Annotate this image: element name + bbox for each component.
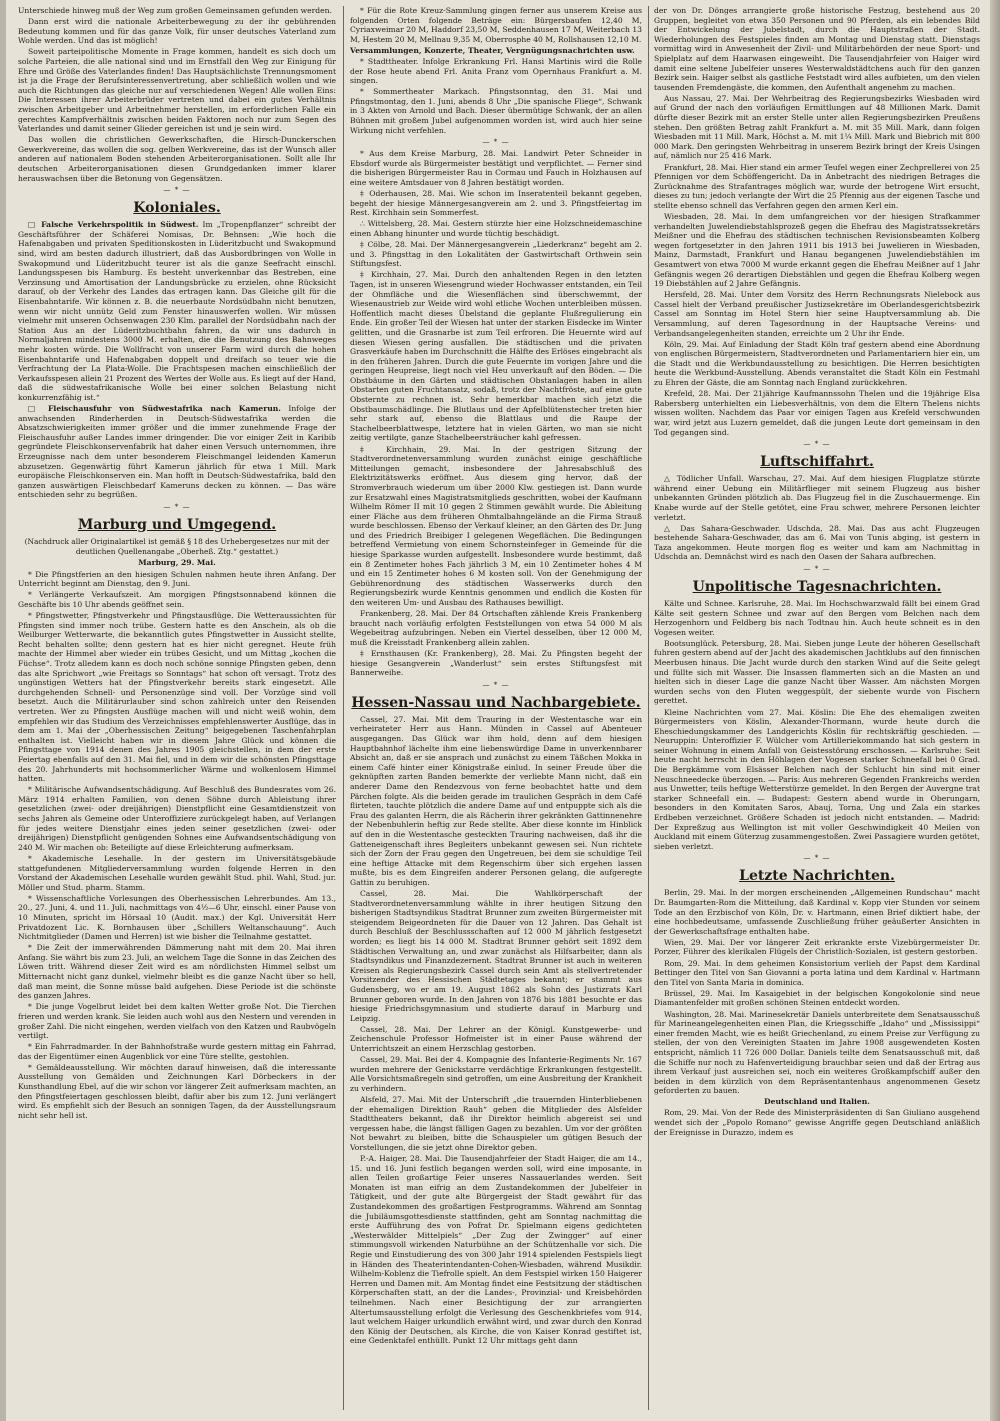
column-rule [343, 6, 344, 1410]
article-text: ‡ Oderhausen, 28. Mai. Wie schon im Inseratenteil bekannt gegeben, begeht der hiesige Männergesangverein am 2. und 3. Pfingstfeiertag im Rest. Kirchhain sein Sommerfest. [350, 189, 642, 218]
article-text: Infolge der anwachsenden Rinderherden in Deutsch-Südwestafrika werden die Absatzschwierigkeiten immer größer und die immer zunehmende Frage der Fleischausfuhr außer Landes immer dringender. Die vor einiger Zeit in Karibib gegründete Fleischkonservenfabrik hat daher einen Versuch unternommen, ihre Erzeugnisse nach dem unter besonderem Fleischmangel leidenden Kamerun abzusetzen. Gegenwärtig führt Kamerun jährlich für etwa 1 Mill. Mark europäische Fleischkonserven ein. Man hofft in Deutsch-Südwestafrika, bald den ganzen auswärtigen Fleischbedarf Kameruns decken zu können. — Das wäre entschieden sehr zu begrüßen. [18, 403, 336, 500]
article-text: ∴ Wittelsberg, 28. Mai. Gestern stürzte hier eine Holzschneidemaschine einen Abhang hinunter und wurde tüchtig beschädigt. [350, 219, 642, 238]
article-text: der von Dr. Dönges arrangierte große historische Festzug, bestehend aus 20 Gruppen, begleitet von etwa 350 Personen und 90 Pferden, als ein lebendes Bild der Entwickelung der Jubelstadt, durch die Hauptstraßen der Stadt. Wiederholungen des Festspieles finden am Montag und Dienstag statt. Dienstags vormittag wird in Anwesenheit der Zivil- und Militärbehörden der neue Sport- und Spielplatz auf dem Haarwasen eingeweiht. Die Tausendjahrfeier von Haiger wird damit eine seltene Jubelfeier unseres Westerwaldstädtchens auch für den ganzen Bezirk sein. Haiger selbst als gastliche Feststadt wird alles aufbieten, um den vielen tausenden Fremdengäste, die kommen, den Aufenthalt angenehm zu machen. [654, 6, 980, 92]
article-text: * Die Zeit der immerwährenden Dämmerung naht mit dem 20. Mai ihren Anfang. Sie währt bis zum 23. Juli, an welchem Tage die Sonne in das Zeichen des Löwen tritt. Während dieser Zeit wird es am nördlichsten Himmel selbst um Mitternacht nicht ganz dunkel, vielmehr bleibt es die ganze Nacht über so hell, daß man meint, die Sonne müsse bald aufgehen. Diese Periode ist die schönste des ganzen Jahres. [18, 943, 336, 1001]
article-text: ‡ Ernsthausen (Kr. Frankenberg), 28. Mai. Zu Pfingsten begeht der hiesige Gesangverein „Wanderlust“ sein erstes Stiftungsfest mit Bannerweihe. [350, 649, 642, 678]
column-rule [648, 6, 649, 1410]
separator: — * — [163, 186, 191, 195]
article-text: Berlin, 29. Mai. In der morgen erscheinenden „Allgemeinen Rundschau“ macht Dr. Baumgarten-Rom die Mitteilung, daß Kardinal v. Kopp vier Stunden vor seinem Tode an den Erzbischof von Köln, Dr. v. Hartmann, einen Brief diktiert habe, der eine hochbedeutsame, umfassende Zuschließung früher geäußerter Ansichten in der Gewerkschaftsfrage enthalten habe. [654, 888, 980, 936]
article-text: P.-A. Haiger, 28. Mai. Die Tausendjahrfeier der Stadt Haiger, die am 14., 15. und 16. Juni festlich begangen werden soll, wird eine imposante, in allen Teilen großartige Feier unseres Nassauerlandes werden. Seit Monaten ist man eifrig an dem Zustandekommen der Jubelfeier in Tätigkeit, und der gute alte Bürgergeist der Stadt gewährt für das Zustandekommen des großartigen Festprogramms. Während am Sonntag die Jubiläumsgottesdienste stattfinden, geht am Sonntag nachmittag die erste Aufführung des von Pofrat Dr. Spielmann eigens gedichteten „Westerwälder Mittelpiels“ „Der Zug der Zwingger“ auf einer stimmungsvoll wirkenden Naturbühne an der Schützenhalle vor sich. Die Regie und Einstudierung des von 300 Jahr 1914 spielenden Festspiels liegt in Händen des Theaterintendanten-Cohen-Wiesbaden, während Musikdir. Wilhelm-Koblenz die Tiefrolle spielt. An dem Festspiel wirken 150 Haigerer Herren und Damen mit. Am Montag findet eine Festsitzung der städtischen Körperschaften statt, an der die Landes-, Provinzial- und Kreisbehörden teilnehmen. Nach einer Besichtigung der zur arrangierten Altertumsausstellung erfolgt die Verlesung des Geschenkbriefes vom 914, laut welchem Haiger urkundlich erwähnt wird, und zwar durch den Konrad den König der Deutschen, als Kirche, die von Kaiser Konrad gestiftet ist, eine Gedenktafel enthüllt. Punkt 12 Uhr mittags geht dann [350, 1154, 642, 1346]
article-text: Kleine Nachrichten vom 27. Mai. Köslin: Die Ehe des ehemaligen zweiten Bürgermeisters von Köslin, Alexander-Thormann, wurde heute durch die Eheschiedungskammer des Landgerichts Köslin für rechtskräftig geschieden. — Neuruppin: Unteroffizier F. Wülcher vom Artilleriekommando hat sich gestern in seiner Wohnung in einem Anfall von Geistesstörung erschossen. — Karlsruhe: Seit heute nacht herrscht in den Höhlagen der Vogesen starker Schneefall bei 0 Grad. Die Bergkämme vom Elsässer Belchen nach der Schlucht hin sind mit einer Neuschneedecke überzogen. — Paris: Aus mehreren Gegenden Frankreichs werden aus Unwetter, teils heftige Wetterstürze gemeldet. In den Bergen der Auvergne trat starker Schneefall ein. — Budapest: Gestern abend wurde in Oberungarn, besonders in den Komitaten Saros, Abauj, Torna, Ung und Zala ein starkes Erdbeben verzeichnet. Größere Schaden ist jedoch nicht entstanden. — Madrid: Der Expreßzug aus Wellington ist mit voller Geschwindigkeit 40 Meilen von Auckland mit einem Güterzug zusammengestoßen. Zwei Passagiere wurden getötet, sieben verletzt. [654, 707, 980, 851]
article-text: Soweit parteipolitische Momente in Frage kommen, handelt es sich doch um solche Parteien, die alle national sind und im Ernstfall den Weg zur Einigung für Ehre und Größe des Vaterlandes finden! Das Hauptsächlichste Trennungsmoment ist ja die Frage der Berufsinteressenvertretung, aber schließlich wollen und wie auch die Richtungen das gleiche nur auf verschiedenen Wegen! Alle wollen Eins: Die Interessen ihrer Arbeiterbrüder vertreten und dabei ein gutes Verhältnis zwischen Arbeitgeber und Arbeitnehmer herstellen, im erforderlichen Falle ein gerechtes Kampfverhältnis zwischen beiden Faktoren noch nur zum Segen des Vaterlandes und damit seiner Glieder gereichen ist und je sein wird. [18, 47, 336, 134]
article-text: Köln, 29. Mai. Auf Einladung der Stadt Köln traf gestern abend eine Abordnung von englischen Bürgermeistern, Stadtverordneten und Parlamentariern hier ein, um die Stadt und die Werkbundausstellung zu besichtigen. Die Herren besichtigten heute die Werkbund-Ausstellung. Abends veranstaltet die Stadt Köln ein Festmahl zu Ehren der Gäste, die am Sonntag nach England zurückkehren. [654, 339, 980, 388]
article-text: * Stadttheater. Infolge Erkrankung Frl. Hansi Martinis wird die Rolle der Rose heute abend Frl. Anita Franz vom Opernhaus Frankfurt a. M. singen. [350, 56, 642, 86]
article-text: ‡ Kirchhain, 27. Mai. Durch den anhaltenden Regen in den letzten Tagen, ist in unseren Wiesengrund wieder Hochwasser entstanden, ein Teil der Ohmfläche und die Wiesenflächen sind überschwemmt, der Wiesenaustrieb zur Weide wird wohl etliche Wochen unterbleiben müssen. Hoffentlich macht dieses Übelstand die geplante Flußregulierung ein Ende. Ein großer Teil der Wiesen hat unter der starken Eisdecke im Winter gelitten, und die Grasnarbe ist zum Teil erfroren. Die Heuernte wird auf diesen Wiesen gering ausfallen. Die städtischen und die privaten Grasverkäufe haben im Durchschnitt die Hälfte des Erlöses eingebracht als in den früheren Jahren. Durch die gute Feuernte im vorigen Jahre und die geringen Heupreise, liegt noch viel Heu unverkauft auf den Böden. — Die Obstbäume in den Gärten und städtischen Obstanlagen haben in allen Obstarten guten Fruchtansatz, sodaß, trotz der Nachtfröste, auf eine gute Obsternte zu rechnen ist. Sehr bemerkbar machen sich jetzt die Obstbaumschädlinge. Die Blutlaus und der Apfelblütenstecher treten hier sehr stark auf, ebenso die Blattlaus und die Raupe der Stachelbeerblattwespe, letztere hat in vielen Gärten, wo man sie nicht zeitig vertilgte, ganze Stachelbeersträucher kahl gefressen. [350, 270, 642, 443]
column-middle [350, 6, 642, 1414]
article-text: * Akademische Lesehalle. In der gestern im Universitätsgebäude stattgefundenen Mitgliederversammlung wurden folgende Herren in den Vorstand der Akademischen Lesehalle wurden gewählt Stud. phil. Wahl, Stud. jur. Möller und Stud. pharm. Stamm. [18, 853, 336, 892]
article-text: △ Tödlicher Unfall. Warschau, 27. Mai. Auf dem hiesigen Flugplatze stürzte während einer Uebung ein Militärflieger mit seinem Flugzeug aus bisher unbekannten Gründen plötzlich ab. Das Flugzeug fiel in die Zuschauermenge. Ein Knabe wurde auf der Stelle getötet, eine Frau schwer, mehrere Personen leichter verletzt. [654, 474, 980, 522]
article-text: * Aus dem Kreise Marburg, 28. Mai. Landwirt Peter Schneider in Ebsdorf wurde als Bürgermeister bestätigt und verpflichtet. — Ferner sind die bisherigen Bürgermeister Rau in Cormau und Fauch in Holzhausen auf eine weitere Amtsdauer von 8 Jahren bestätigt worden. [350, 149, 642, 187]
article-text: Das wollen die christlichen Gewerkschaften, die Hirsch-Dunckerschen Gewerkvereine, das wollen die sog. gelben Werkvereine, das ist der Wunsch aller anderen auf nationalem Boden stehenden Arbeiterorganisationen. Sollt alle Ihr deutschen Arbeiterorganisationen diesen Grundgedanken immer klarer herauswachsen über die Betonung von Gegensätzen. [18, 135, 336, 183]
article-text: Washington, 28. Mai. Marinesekretär Daniels unterbreitete dem Senatsausschuß für Marineangelegenheiten einen Plan, die Kriegsschiffe „Idaho“ und „Mississippi“ einer fremden Macht, wie es heißt Griechenland, zu einem Preise zur Verfügung zu stellen, der von den Vereinigten Staaten im Jahre 1908 ausgewendeten Kosten entspricht, nämlich 11 726 000 Dollar. Daniels teilte dem Senatsausschuß mit, daß die Schiffe nur noch zu Hafenverteidigung brauchbar seien und daß der Ertrag aus ihrem Verkauf just ausreichen sei, noch ein weiteres Großkampfschiff außer den beiden in dem kürzlich von dem Repräsentantenhaus angenommenen Gesetz geforderten zu bauen. [654, 1009, 980, 1096]
article-text: Krefeld, 28. Mai. Der 21jährige Kaufmannssohn Thelen und die 19jährige Elsa Rabersberg unterhielten ein Liebesverhältnis, von dem die Eltern Thelens nichts wissen wollten. Nachdem das Paar vor einigen Tagen aus Krefeld verschwunden war, wird jetzt aus Luzern gemeldet, daß die jungen Leute dort gemeinsam in den Tod gegangen sind. [654, 389, 980, 437]
section-heading-marburg: Marburg und Umgegend. [77, 516, 277, 533]
column-left [18, 6, 336, 1414]
article-text: Cassel, 27. Mai. Mit dem Trauring in der Westentasche war ein verheirateter Herr aus Hann. Münden in Cassel auf Abenteuer ausgegangen. Das Glück war ihm hold, denn auf dem hiesigen Hauptbahnhof lächelte ihm eine liebenswürdige Dame in unverkennbarer Absicht an, daß er sie ansprach und zunächst zu einem Täßchen Mokka in einem Café hinter einer Königstraße einlud. In seiner Freude über die geknüpften zarten Banden bemerkte der verliebte Mann nicht, daß ein anderer Dame den Rendezvous von ferne beobachtet hatte und dem Pärchen folgte. Als die beiden gerade im traulichen Gespräch in dem Café flirteten, tauchte plötzlich die andere Dame auf und entpuppte sich als die Frau des galanten Herrn, die als Rächerin ihrer gekränkten Gattinnenehre der Nebenbuhlerin heftig zur Rede stellte. Aber diese konnte im Hinblick auf den in die Westentasche gesteckten Trauring nachweisen, daß ihr die Gatteneigenschaft ihres Begleiters unbekannt gewesen sei. Nun richtete sich der Zorn der Frau gegen den Ungetreuen, bei dem sie schuldige Teil eine heftige Attacke mit dem Regenschirm über sich ergehen lassen mußte, bis es dem Eingreifen anderer Personen gelang, die aufgeregte Gattin zu beruhigen. [350, 714, 642, 887]
article-text: * Für die Rote Kreuz-Sammlung gingen ferner aus unserem Kreise aus folgenden Orten folgende Beträge ein: Bürgersbaufen 12,40 M, Cyriaxweimar 20 M, Haddorf 23,50 M, Seddenhausen 17 M, Weiterbach 13 M, Hestem 20 M, Mellnau 9,35 M, Oberrosphe 40 M, Rollshausen 12,10 M. [350, 6, 642, 44]
separator: — * — [163, 502, 191, 511]
separator: — * — [803, 564, 831, 573]
article-text: Frankfurt, 28. Mai. Hier stand ein armer Teufel wegen einer Zechprellerei von 25 Pfennigen vor dem Schöffengericht. Da in Anbetracht des niedrigen Betrages die Zurücknahme des Strafantrages möglich war, wurde der betrogene Wirt ersucht, dieses zu tun; jedoch verlangte der Wirt die 25 Pfennig aus der eigenen Tasche und stellte ebenso schnell das Verfahren gegen den armen Kerl ein. [654, 162, 980, 210]
article-text: * Gemäldeausstellung. Wir möchten darauf hinweisen, daß die interessante Ausstellung von Gemälden und Zeichnungen Karl Dörbeckers in der Kunsthandlung Ebel, auf die wir schon vor längerer Zeit aufmerksam machten, an den Pfingstfeiertagen geschlossen bleibt, dafür aber bis zum 12. Juni verlängert wird. Es empfiehlt sich der Besuch an sonnigen Tagen, da der Ausstellungsraum nicht sehr hell ist. [18, 1062, 336, 1120]
article-text: * Militärische Aufwandsentschädigung. Auf Beschluß des Bundesrates vom 26. März 1914 erhalten Familien, von denen Söhne durch Ableistung ihrer gesetzlichen (zwei- oder dreijährigen) Dienstpflicht eine Gesamtdienstzeit von sechs Jahren als Gemeine oder Unteroffiziere zurückgelegt haben, auf Verlangen für jedes weitere Dienstjahr eines jeden seiner gesetzlichen (zwei- oder dreijährigen) Dienstpflicht genügenden Sohnes eine Aufwandsentschädigung von 240 M. Wir machen ob: Beteiligte auf diese Erleichterung aufmerksam. [18, 785, 336, 852]
article-text: Hersfeld, 28. Mai. Unter dem Vorsitz des Herrn Rechnungsrats Nielebock aus Cassel hielt der Verband preußischer Justizsekretäre im Oberlandesgerichtsbezirk Cassel am Sonntag im Hotel Stern hier seine Hauptversammlung ab. Die Versammlung, auf deren Tagesordnung in der Hauptsache Vereins- und Verbandsangelegenheiten standen, erreichte um 2 Uhr ihr Ende. [654, 290, 980, 338]
separator: — * — [482, 138, 510, 147]
article-text: Bootsunglück. Petersburg, 28. Mai. Sieben junge Leute der höheren Gesellschaft fuhren gestern abend auf der Jacht des akademischen Jachtklubs auf den finnischen Meerbusen hinaus. Die Jacht wurde durch den starken Wind auf die Seite gelegt und füllte sich mit Wasser. Die Insassen flammerten sich an die Masten an und hielten sich in dieser Lage die ganze Nacht über Wasser. Am nächsten Morgen wurden sechs von den Fluten weggespült, der siebente wurde von Fischern gerettet. [654, 638, 980, 706]
article-text: Frankenberg, 28. Mai. Der 84 Ortschaften zählende Kreis Frankenberg braucht nach vorläufig erfolgten Feststellungen von etwa 54 000 M als Wegebeitrag aufzubringen. Neben ein Viertel desselben, über 12 000 M, muß die Kreisstadt Frankenberg allein zahlen. [350, 609, 642, 647]
section-heading-koloniales: Koloniales. [133, 200, 221, 217]
column-right [654, 6, 980, 1414]
article-text: Cassel, 29. Mai. Bei der 4. Kompagnie des Infanterie-Regiments Nr. 167 wurden mehrere der Genickstarre verdächtige Erkrankungen festgestellt. Alle Vorsichtsmaßregeln sind getroffen, um eine Ausbreitung der Krankheit zu verhindern. [350, 1055, 642, 1093]
article-text: Rom, 29. Mai. In dem geheimen Konsistorium verlieh der Papst dem Kardinal Bettinger den Titel von San Giovanni a porta latina und dem Kardinal v. Hartmann den Titel von Santa Maria in dominica. [654, 958, 980, 987]
article-title: □ Fleischausfuhr von Südwestafrika nach Kamerun. [28, 403, 281, 413]
separator: — * — [803, 440, 831, 449]
article-text: * Die junge Vogelbrut leidet bei dem kalten Wetter große Not. Die Tierchen frieren und werden krank. Sie leiden auch wohl aus den Nestern und verenden in großer Zahl. Die nicht eingehen, werden vielfach von den Katzen und Raubvögeln vertilgt. [18, 1002, 336, 1041]
section-subheading: Versammlungen, Konzerte, Theater, Vergnügungsnachrichten usw. [350, 45, 635, 55]
article-text: ‡ Kirchhain, 29. Mai. In der gestrigen Sitzung der Stadtverordnetenversammlung wurden zunächst einige geschäftliche Mitteilungen gemacht, insbesondere der Jahresabschluß des Elektrizitätswerks eröffnet. Aus diesem ging hervor, daß der Stromverbrauch wiederum um über 2000 Klw. gestiegen ist. Dann wurde zur Ersatzwahl eines Magistratsmitglieds geschritten, wobei der Kaufmann Wilhelm Römer II mit 10 gegen 2 Stimmen gewählt wurde. Die Ableitung einer Fläche aus dem früheren Ohmtalbahngelände an die Firma Strauß wurde beschlossen. Ebenso der Verkauf kleiner, an den Gärten des Dr. Jung und des Friedrich Breibiger I gelegenen Wegeflächen. Die Bedingungen betreffend Vermietung von einem Schornsteinfeger in Gemeinde für die hiesige Sparkasse wurden aufgestellt. Insbesondere wurde bestimmt, daß ein 8 Zentimeter hohes Fach jährlich 3 M, ein 10 Zentimeter hohes 4 M und ein 15 Zentimeter hohes 6 M kosten soll. Von der Genehmigung der Gebührenordnung des städtischen Wasserwerks durch den Regierungsbezirk wurde Kenntnis genommen und endlich die Kosten für den weiteren Um- und Ausbau des Rathauses bewilligt. [350, 444, 642, 608]
separator: — * — [803, 854, 831, 863]
article-text: * Wissenschaftliche Vorlesungen des Oberhessischen Lehrerbundes. Am 13., 20., 27. Juni, 4. und 11. Juli, nachmittags von 4½—6 Uhr, einschl. einer Pause von 10 Minuten, spricht im Hörsaal 10 (Audit. max.) der Kgl. Universität Herr Privatdozent Lic. K. Bornhausen über „Schillers Weltanschauung“. Auch Nichtmitglieder (Damen und Herren) ist wie bisher die Teilnahme gestattet. [18, 893, 336, 942]
section-heading-luftschiffahrt: Luftschiffahrt. [760, 454, 874, 471]
article-text: Kälte und Schnee. Karlsruhe, 28. Mai. Im Hochschwarzwald fällt bei einem Grad Kälte seit gestern Schnee und zwar auf den Bergen vom Belchen nach dem Herzogenhorn und Feldberg bis nach Todtnau hin. Auch heute schneit es in den Vogesen weiter. [654, 598, 980, 637]
article-text: Alsfeld, 27. Mai. Mit der Unterschrift „die trauernden Hinterbliebenen der ehemaligen Direktion Rauh“ geben die Mitglieder des Alsfelder Stadttheaters bekannt, daß ihr Direktor heimlich abgereist sei und vergessen habe, die längst fälligen Gagen zu bezahlen. Um vor der größten Not bewahrt zu bleiben, bitte die Schauspieler um gütigen Besuch der Vorstellungen, die sie jetzt ohne Direktor geben. [350, 1094, 642, 1152]
page-edge [990, 0, 1000, 1421]
separator: — * — [482, 680, 510, 689]
section-heading-hessen-nassau: Hessen-Nassau und Nachbargebiete. [351, 694, 641, 711]
article-text: Rom, 29. Mai. Von der Rede des Ministerpräsidenten di San Giuliano ausgehend wendet sich der „Popolo Romano“ gewisse Angriffe gegen Deutschland anläßlich der Ereignisse in Durazzo, indem es [654, 1108, 980, 1137]
article-title: Deutschland und Italien. [764, 1097, 870, 1107]
article-text: * Ein Fahrradmarder. In der Bahnhofstraße wurde gestern mittag ein Fahrrad, das der Eigentümer einen Augenblick vor eine Türe stellte, gestohlen. [18, 1042, 336, 1061]
article-text: * Sommertheater Markach. Pfingstsonntag, den 31. Mai und Pfingstmontag, den 1. Juni, abends 8 Uhr „Die spanische Fliege“, Schwank in 3 Akten von Arnold und Bach. Dieser übermütige Schwank, der an allen Bühnen mit großem Jubel aufgenommen worden ist, wird auch hier seine Wirkung nicht verfehlen. [350, 87, 642, 135]
article-text: Unterschiede hinweg muß der Weg zum großen Gemeinsamen gefunden werden. [18, 6, 332, 15]
article-text: Brüssel, 29. Mai. Im Kasaigebiet in der belgischen Kongokolonie sind neue Diamantenfelder mit großen schönen Steinen entdeckt worden. [654, 988, 980, 1008]
article-text: * Pfingstwetter, Pfingstverkehr und Pfingstausflüge. Die Wetteraussichten für Pfingsten sind immer noch trübe. Gestern hatte es den Anschein, als ob die Weilburger Wetterwarte, die bekanntlich gutes Pfingstwetter in Aussicht stellte, Recht behalten sollte; denn gestern hat es hier nicht geregnet. Heute früh machte der Himmel aber wieder ein trübes Gesicht, und um Mittag „kochen die Füchse“. Trotz alledem kann es doch noch schöne sonnige Pfingsten geben, denn das alte Sprichwort „wie Freitags so Sonntags“ hat schon oft versagt. Trotz des ungünstigen Wetters hat der Pfingstverkehr bereits stark eingesetzt. Alle durchgehenden Schnell- und Personenzüge sind voll. Der Vorzüge sind voll besetzt. Auch die Militärurlauber sind schon zahlreich unter den Reisenden vertreten. Wer zu Pfingsten Ausflüge machen will und nicht weiß wohin, dem empfehlen wir das Studium des Verzeichnisses empfehlenswerter Ausflüge, das in dem am 1. Mai der „Oberhessischen Zeitung“ beigegebenen Taschenfahrplan enthalten ist. Vielleicht haben wir in diesem Jahre Glück und können die Pfingsttage von 1914 denen des Jahres 1905 gleichstellen, in dem der erste Feiertag ebenfalls auf den 31. Mai fiel, und in dem wir die schönsten Pfingsttage des 20. Jahrhunderts mit hochsommerlicher Wärme und wolkenlosem Himmel hatten. [18, 611, 336, 784]
article-title: □ Falsche Verkehrspolitik in Südwest. [28, 220, 199, 230]
dateline: Marburg, 29. Mai. [138, 558, 216, 568]
article-text: Wien, 29. Mai. Der vor längerer Zeit erkrankte erste Vizebürgermeister Dr. Porzer, Führer des klerikalen Flügels der Christlich-Sozialen, ist gestern gestorben. [654, 937, 980, 957]
article-text: Cassel, 28. Mai. Die Wahlkörperschaft der Stadtverordnetenversammlung wählte in ihrer heutigen Sitzung den bisherigen Stadtsyndikus Stadtrat Brunner zum zweiten Bürgermeister mit steigendem Beigeordneten für die Dauer von 12 Jahren. Das Gehalt ist durch Beschluß der Beschlussschaften auf 12 000 M jährlich festgesetzt worden; es liegt bis 14 000 M. Stadtrat Brunner gehört seit 1892 dem Städtischen Verwaltung an, und zwar zunächst als Hilfsarbeiter, dann als Stadtsyndikus und Finanzdezernent. Stadtrat Brunner ist auch in weiteren Kreisen als Regierungsbezirk Cassel durch sein Amt als stellvertretender Vorsitzender des Hessischen Städtetages bekannt; er stammt aus Gudensberg, wo er am 19. August 1862 als Sohn des Justizrats Karl Brunner geboren wurde. In den Jahren von 1876 bis 1881 besuchte er das hiesige Friedrichsgymnasium und studierte darauf in Marburg und Leipzig. [350, 888, 642, 1023]
article-text: △ Das Sahara-Geschwader. Udschda, 28. Mai. Das aus acht Flugzeugen bestehende Sahara-Geschwader, das am 6. Mai von Tunis abging, ist gestern in Taza angekommen. Heute morgen flog es weiter und kam am Nachmittag in Udschda an. Demnächst wird es nach den Oasen der Sahara aufbrechen. [654, 523, 980, 562]
reprint-notice: (Nachdruck aller Originalartikel ist gemäß § 18 des Urhebergesetzes nur mit der deutlichen Quellenangabe „Oberheß. Ztg.“ gestattet.) [24, 536, 330, 556]
article-text: Im „Tropenpflanzer“ schreibt der Geschäftsführer der Schäferei Nomisas, Dr. Behnsen: „Wie hoch die Hafenabgaben und privaten Speditionskosten in Lüderitzbucht und Swakopmund sind, wird am besten dadurch illustriert, daß das Ausbordbringen von Wolle in Swakopmund und Lüderitzbucht teurer ist als die ganze Seefracht einschl. Landungsspesen bis Hamburg. Es besteht unverkennbar das Bestreben, eine Verzinsung und Amortisation der Landungsbrücke zu erzielen, ohne Rücksicht darauf, ob der Verkehr des Landes das ertragen kann. Das Gleiche gilt für die Eisenbahntarife. Wir können z. B. die neuerbaute Nordsüdbahn nicht benutzen, wenn wir nicht unnütz Geld zum Fenster hinauswerfen wollen. Wir müssen vielmehr mit unseren Ochsenwagen 230 Klm. parallel der Nordsüdbahn nach der Station Aus an der Lüderitzbuchtbahn fahren, da wir uns dadurch in Normaljahren mindestens 3000 M. erhalten, die die Benutzung des Bahnweges mehr kosten würde. Die Wollfracht von unserer Farm wird durch die hohen Eisenbahntarife und Hafenabgaben doppelt und dreifach so teuer wie die Verfrachtung der La Plata-Wolle. Die Frachtspesen machen einschließlich der Verkaufsspesen allein 21 Prozent des Wertes der Wolle aus. Es liegt auf der Hand, daß die südwestafrikanische Wolle bei einer solchen Belastung nicht konkurrenzfähig ist.“ [18, 220, 336, 402]
article-text: Wiesbaden, 28. Mai. In dem umfangreichen vor der hiesigen Strafkammer verhandelten Juwelendiebstahlsprozeß gegen die Ehefrau des Magistratssekretärs Meißner und die Ehefrau des städtischen technischen Revisionsbeamten Kolberg wegen fortgesetzter in den Jahren 1911 bis 1913 bei Juwelieren in Wiesbaden, Mainz, Darmstadt, Frankfurt und Hanau begangenen Juwelendiebstählen im Gesamtwert von etwa 7000 M wurde erkannt gegen die Ehefrau Meißner auf 1 Jahr Gefängnis wegen 26 derartigen Diebstählen und gegen die Ehefrau Kolberg wegen 19 Diebstählen auf 2 Jahre Gefängnis. [654, 211, 980, 289]
article-text: ‡ Cölbe, 28. Mai. Der Männergesangverein „Liederkranz“ begeht am 2. und 3. Pfingsttag in den Lokalitäten der Gastwirtschaft Orthwein sein Stiftungsfest. [350, 240, 642, 269]
article-text: * Die Pfingstferien an den hiesigen Schulen nahmen heute ihren Anfang. Der Unterricht beginnt am Dienstag, den 9. Juni. [18, 569, 336, 589]
article-text: Aus Nassau, 27. Mai. Der Wehrbeitrag des Regierungsbezirks Wiesbaden wird auf Grund der nach den vorläufigen Ermittlungen auf 48 Millionen Mark. Damit dürfte dieser Bezirk mit an erster Stelle unter allen Regierungsbezirken Preußens stehen. Den größten Betrag zahlt Frankfurt a. M. mit 35 Mill. Mark, dann folgen Wiesbaden mit 11 Mill. Mark, Höchst a. M. mit 1¼ Mill. Mark und Biebrich mit 800 000 Mark. Den geringsten Wehrbeitrag in unserem Bezirk bringt der Kreis Usingen auf, nämlich nur 25 416 Mark. [654, 93, 980, 161]
section-heading-letzte-nachrichten: Letzte Nachrichten. [739, 868, 895, 885]
newspaper-page [6, 0, 990, 1421]
article-text: Cassel, 28. Mai. Der Lehrer an der Königl. Kunstgewerbe- und Zeichenschule Professor Hofmeister ist in einer Pause während der Unterrichtszeit an einem Herzschlag gestorben. [350, 1024, 642, 1053]
article-text: * Verlängerte Verkaufszeit. Am morgigen Pfingstsonnabend können die Geschäfte bis 10 Uhr abends geöffnet sein. [18, 590, 336, 609]
section-heading-unpolitische: Unpolitische Tagesnachrichten. [692, 578, 942, 595]
article-text: Dann erst wird die nationale Arbeiterbewegung zu der ihr gebührenden Bedeutung kommen und für das ganze Volk, für unser deutsches Vaterland zum Wohle werden. Und das ist möglich! [18, 17, 336, 46]
